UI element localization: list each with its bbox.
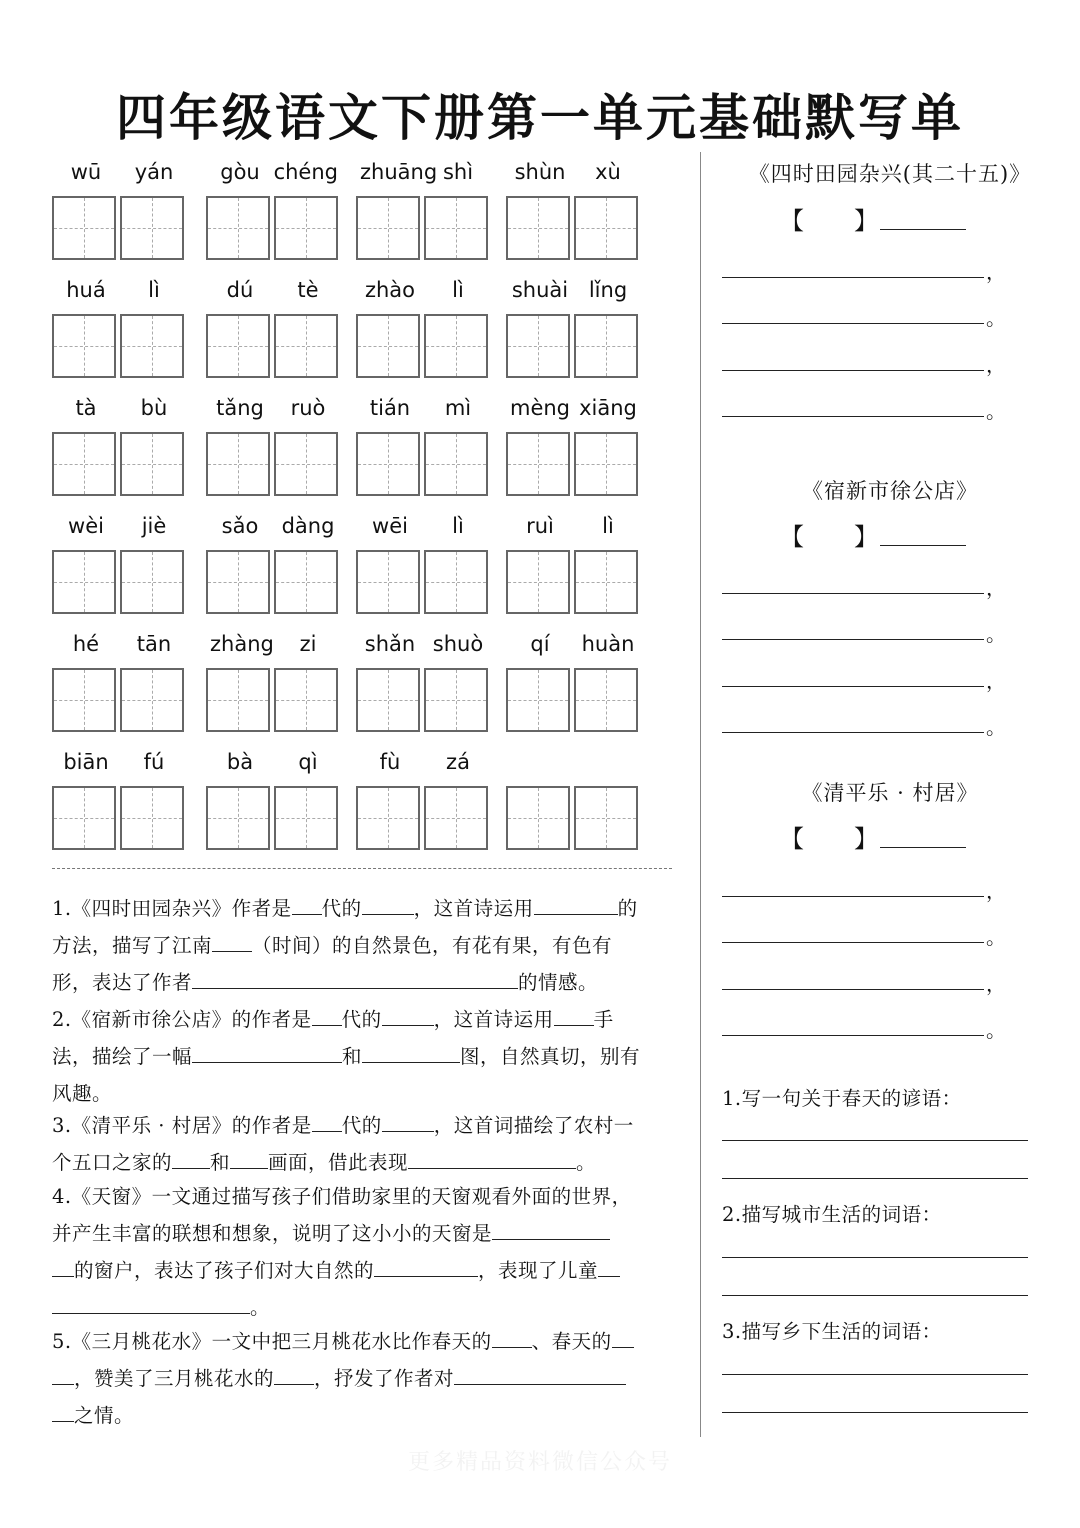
pinyin-syllable: lì: [602, 514, 614, 538]
question-2: 2.《宿新市徐公店》的作者是 代的 ，这首诗运用 手 法，描绘了一幅 和 图，自然真切，别有 风趣。: [52, 1001, 682, 1112]
tianzige-box[interactable]: [120, 196, 184, 260]
answer-blank[interactable]: [554, 1003, 594, 1026]
answer-blank[interactable]: [52, 1291, 250, 1314]
tianzige-box[interactable]: [424, 786, 488, 850]
pinyin-word: [206, 750, 342, 860]
poem-line-blank[interactable]: [722, 686, 984, 687]
pinyin-syllable: xiāng: [579, 396, 637, 420]
answer-blank[interactable]: [492, 1217, 610, 1240]
answer-blank[interactable]: [52, 1362, 74, 1385]
tianzige-box[interactable]: [356, 196, 420, 260]
tianzige-box[interactable]: [120, 668, 184, 732]
tianzige-box[interactable]: [52, 196, 116, 260]
poem-line-blank[interactable]: [722, 1035, 984, 1036]
pinyin-syllable: fú: [143, 750, 165, 774]
tianzige-box[interactable]: [120, 550, 184, 614]
answer-blank[interactable]: [274, 1362, 314, 1385]
answer-line[interactable]: [722, 1257, 1028, 1258]
pinyin-label: [206, 514, 342, 544]
answer-blank[interactable]: [52, 1399, 74, 1422]
answer-line[interactable]: [722, 1412, 1028, 1413]
poem-author-row: 【 】: [780, 517, 980, 551]
pinyin-label: [506, 160, 642, 190]
pinyin-label: [506, 632, 642, 662]
tianzige-box[interactable]: [206, 432, 270, 496]
tianzige-box[interactable]: [356, 550, 420, 614]
answer-blank[interactable]: [454, 1362, 626, 1385]
tianzige-box[interactable]: [52, 668, 116, 732]
pinyin-syllable: wū: [70, 160, 102, 184]
pinyin-row: [52, 632, 652, 742]
pinyin-syllable: mèng: [510, 396, 571, 420]
tianzige-box[interactable]: [424, 668, 488, 732]
pinyin-label: [356, 750, 492, 780]
answer-blank[interactable]: [192, 966, 518, 989]
poem-line-blank[interactable]: [722, 989, 984, 990]
poem-line-blank[interactable]: [722, 639, 984, 640]
poem-title-2: 《宿新市徐公店》: [802, 479, 978, 503]
tianzige-box[interactable]: [52, 314, 116, 378]
pinyin-syllable: lì: [148, 278, 160, 302]
prompt-spring-proverb: 1.写一句关于春天的谚语：: [722, 1087, 962, 1110]
pinyin-label: [356, 632, 492, 662]
tianzige-box[interactable]: [574, 668, 638, 732]
answer-blank[interactable]: [172, 1146, 210, 1169]
answer-blank[interactable]: [52, 1254, 74, 1277]
author-blank[interactable]: [880, 229, 966, 230]
pinyin-label: [206, 160, 342, 190]
tianzige-box[interactable]: [506, 432, 570, 496]
pinyin-word: [506, 160, 642, 270]
pinyin-syllable: lì: [452, 514, 464, 538]
pinyin-word: [356, 278, 492, 388]
tianzige-box[interactable]: [506, 314, 570, 378]
pinyin-syllable: biān: [63, 750, 109, 774]
pinyin-syllable: zi: [299, 632, 317, 656]
pinyin-syllable: mì: [444, 396, 472, 420]
pinyin-word: [52, 632, 188, 742]
pinyin-row: [52, 396, 652, 506]
answer-line[interactable]: [722, 1178, 1028, 1179]
pinyin-word: [52, 278, 188, 388]
tianzige-box[interactable]: [274, 550, 338, 614]
pinyin-syllable: lì: [452, 278, 464, 302]
tianzige-box[interactable]: [120, 314, 184, 378]
poem-line-blank[interactable]: [722, 942, 984, 943]
poem-line-blank[interactable]: [722, 416, 984, 417]
tianzige-box[interactable]: [52, 786, 116, 850]
pinyin-syllable: tǎng: [216, 396, 264, 420]
pinyin-syllable: dú: [226, 278, 254, 302]
poem-line-blank[interactable]: [722, 896, 984, 897]
tianzige-box[interactable]: [356, 432, 420, 496]
answer-blank[interactable]: [362, 1040, 460, 1063]
pinyin-syllable: shǎn: [364, 632, 416, 656]
tianzige-box[interactable]: [274, 668, 338, 732]
pinyin-syllable: wēi: [372, 514, 408, 538]
question-3: 3.《清平乐 · 村居》的作者是 代的 ，这首词描绘了农村一 个五口之家的 和 画面，借此表现 。: [52, 1107, 682, 1181]
pinyin-label: [356, 396, 492, 426]
pinyin-word: [206, 396, 342, 506]
tianzige-box[interactable]: [574, 786, 638, 850]
answer-blank[interactable]: [312, 1109, 342, 1132]
tianzige-box[interactable]: [574, 432, 638, 496]
tianzige-box[interactable]: [424, 314, 488, 378]
poem-line-blank[interactable]: [722, 593, 984, 594]
answer-blank[interactable]: [192, 1040, 342, 1063]
pinyin-label: [52, 750, 188, 780]
tianzige-box[interactable]: [506, 196, 570, 260]
tianzige-box[interactable]: [206, 668, 270, 732]
pinyin-syllable: zá: [446, 750, 470, 774]
pinyin-syllable: qì: [298, 750, 318, 774]
pinyin-syllable: huá: [66, 278, 106, 302]
answer-blank[interactable]: [212, 929, 252, 952]
answer-blank[interactable]: [598, 1254, 620, 1277]
tianzige-box[interactable]: [52, 432, 116, 496]
pinyin-label: [52, 396, 188, 426]
pinyin-word: [506, 514, 642, 624]
answer-blank[interactable]: [292, 892, 322, 915]
pinyin-word: [206, 160, 342, 270]
pinyin-word: [506, 396, 642, 506]
pinyin-word: [206, 278, 342, 388]
tianzige-box[interactable]: [274, 196, 338, 260]
pinyin-label: [52, 278, 188, 308]
tianzige-box[interactable]: [274, 786, 338, 850]
poem-line-blank[interactable]: [722, 370, 984, 371]
pinyin-label: [206, 632, 342, 662]
answer-blank[interactable]: [492, 1325, 532, 1348]
tianzige-box[interactable]: [574, 314, 638, 378]
author-blank[interactable]: [880, 847, 966, 848]
pinyin-word: [356, 160, 492, 270]
pinyin-syllable: tè: [297, 278, 319, 302]
pinyin-syllable: huàn: [581, 632, 635, 656]
pinyin-syllable: xù: [595, 160, 621, 184]
pinyin-syllable: ruì: [526, 514, 554, 538]
pinyin-label: [506, 278, 642, 308]
pinyin-syllable: sǎo: [221, 514, 259, 538]
answer-blank[interactable]: [612, 1325, 634, 1348]
poem-title-3: 《清平乐 · 村居》: [801, 781, 979, 805]
tianzige-box[interactable]: [506, 550, 570, 614]
pinyin-word: [506, 278, 642, 388]
pinyin-syllable: tà: [75, 396, 97, 420]
pinyin-label: [52, 160, 188, 190]
tianzige-box[interactable]: [424, 550, 488, 614]
question-4: 4.《天窗》一文通过描写孩子们借助家里的天窗观看外面的世界， 并产生丰富的联想和想象，说明了这小小的天窗是 的窗户，表达了孩子们对大自然的 ，表现了儿童 。: [52, 1185, 632, 1319]
pinyin-syllable: bù: [140, 396, 168, 420]
answer-line[interactable]: [722, 1374, 1028, 1375]
answer-blank[interactable]: [230, 1146, 268, 1169]
pinyin-word: [506, 632, 642, 742]
pinyin-word: [356, 632, 492, 742]
tianzige-box[interactable]: [356, 314, 420, 378]
pinyin-label: [506, 396, 642, 426]
tianzige-box[interactable]: [120, 432, 184, 496]
tianzige-box[interactable]: [52, 550, 116, 614]
pinyin-syllable: zhàng: [210, 632, 274, 656]
author-blank[interactable]: [880, 545, 966, 546]
tianzige-box[interactable]: [274, 314, 338, 378]
pinyin-syllable: ruò: [290, 396, 326, 420]
tianzige-box[interactable]: [506, 786, 570, 850]
pinyin-syllable: tān: [136, 632, 172, 656]
pinyin-syllable: gòu: [220, 160, 260, 184]
pinyin-syllable: [578, 750, 638, 780]
tianzige-box[interactable]: [274, 432, 338, 496]
pinyin-syllable: zhào: [364, 278, 416, 302]
pinyin-label: [206, 278, 342, 308]
pinyin-word: [206, 514, 342, 624]
pinyin-syllable: dàng: [281, 514, 335, 538]
pinyin-syllable: zhuāng: [360, 160, 438, 184]
pinyin-label: [356, 160, 492, 190]
pinyin-syllable: fù: [379, 750, 401, 774]
poem-line-blank[interactable]: [722, 732, 984, 733]
page-title: 四年级语文下册第一单元基础默写单: [116, 89, 964, 147]
poem-author-row: 【 】: [780, 201, 980, 235]
pinyin-label: [356, 514, 492, 544]
pinyin-label: [506, 750, 642, 780]
pinyin-syllable: hé: [72, 632, 100, 656]
pinyin-label: [52, 632, 188, 662]
pinyin-syllable: bà: [226, 750, 254, 774]
question-5: 5.《三月桃花水》一文中把三月桃花水比作春天的 、春天的 ，赞美了三月桃花水的 ，抒发了作者对 之情。: [52, 1323, 682, 1434]
pinyin-syllable: tián: [369, 396, 411, 420]
pinyin-label: [356, 278, 492, 308]
pinyin-label: [206, 396, 342, 426]
tianzige-box[interactable]: [120, 786, 184, 850]
pinyin-syllable: lǐng: [588, 278, 628, 302]
pinyin-word: [52, 160, 188, 270]
pinyin-word: [356, 514, 492, 624]
prompt-country-life: 3.描写乡下生活的词语：: [722, 1320, 942, 1343]
pinyin-word: [356, 750, 492, 860]
pinyin-word: [356, 396, 492, 506]
pinyin-label: [52, 514, 188, 544]
pinyin-row: [52, 514, 652, 624]
pinyin-syllable: qí: [530, 632, 550, 656]
answer-blank[interactable]: [408, 1146, 576, 1169]
tianzige-box[interactable]: [356, 668, 420, 732]
pinyin-label: [506, 514, 642, 544]
tianzige-box[interactable]: [356, 786, 420, 850]
answer-blank[interactable]: [312, 1003, 342, 1026]
pinyin-syllable: shùn: [514, 160, 566, 184]
pinyin-syllable: shì: [442, 160, 474, 184]
pinyin-word: [52, 514, 188, 624]
pinyin-word: [506, 750, 642, 860]
pinyin-syllable: yán: [134, 160, 174, 184]
tianzige-box[interactable]: [206, 786, 270, 850]
answer-line[interactable]: [722, 1140, 1028, 1141]
answer-blank[interactable]: [382, 1109, 434, 1132]
answer-blank[interactable]: [374, 1254, 478, 1277]
pinyin-word: [206, 632, 342, 742]
pinyin-word: [52, 750, 188, 860]
answer-blank[interactable]: [382, 1003, 434, 1026]
question-1: 1.《四时田园杂兴》作者是 代的 ，这首诗运用 的 方法，描写了江南 （时间）的自然景色，有花有果，有色有 形，表达了作者 的情感。: [52, 890, 682, 1001]
pinyin-syllable: shuài: [511, 278, 569, 302]
pinyin-syllable: chéng: [273, 160, 338, 184]
tianzige-box[interactable]: [574, 550, 638, 614]
poem-title-1: 《四时田园杂兴(其二十五)》: [748, 162, 1032, 186]
pinyin-syllable: wèi: [68, 514, 104, 538]
dashed-divider: [52, 868, 672, 869]
pinyin-row: [52, 750, 652, 860]
vertical-divider: [700, 152, 701, 1437]
poem-line-blank[interactable]: [722, 277, 984, 278]
pinyin-row: [52, 160, 652, 270]
poem-author-row: 【 】: [780, 819, 980, 853]
pinyin-syllable: shuò: [432, 632, 484, 656]
pinyin-word: [52, 396, 188, 506]
pinyin-syllable: [510, 750, 570, 780]
tianzige-box[interactable]: [506, 668, 570, 732]
poem-line-blank[interactable]: [722, 323, 984, 324]
pinyin-row: [52, 278, 652, 388]
tianzige-box[interactable]: [206, 314, 270, 378]
answer-blank[interactable]: [534, 892, 618, 915]
tianzige-box[interactable]: [574, 196, 638, 260]
answer-blank[interactable]: [362, 892, 414, 915]
pinyin-syllable: jiè: [141, 514, 167, 538]
tianzige-box[interactable]: [424, 196, 488, 260]
tianzige-box[interactable]: [424, 432, 488, 496]
tianzige-box[interactable]: [206, 196, 270, 260]
tianzige-box[interactable]: [206, 550, 270, 614]
pinyin-label: [206, 750, 342, 780]
prompt-city-life: 2.描写城市生活的词语：: [722, 1203, 942, 1226]
watermark: 更多精品资料微信公众号: [407, 1450, 672, 1475]
answer-line[interactable]: [722, 1295, 1028, 1296]
